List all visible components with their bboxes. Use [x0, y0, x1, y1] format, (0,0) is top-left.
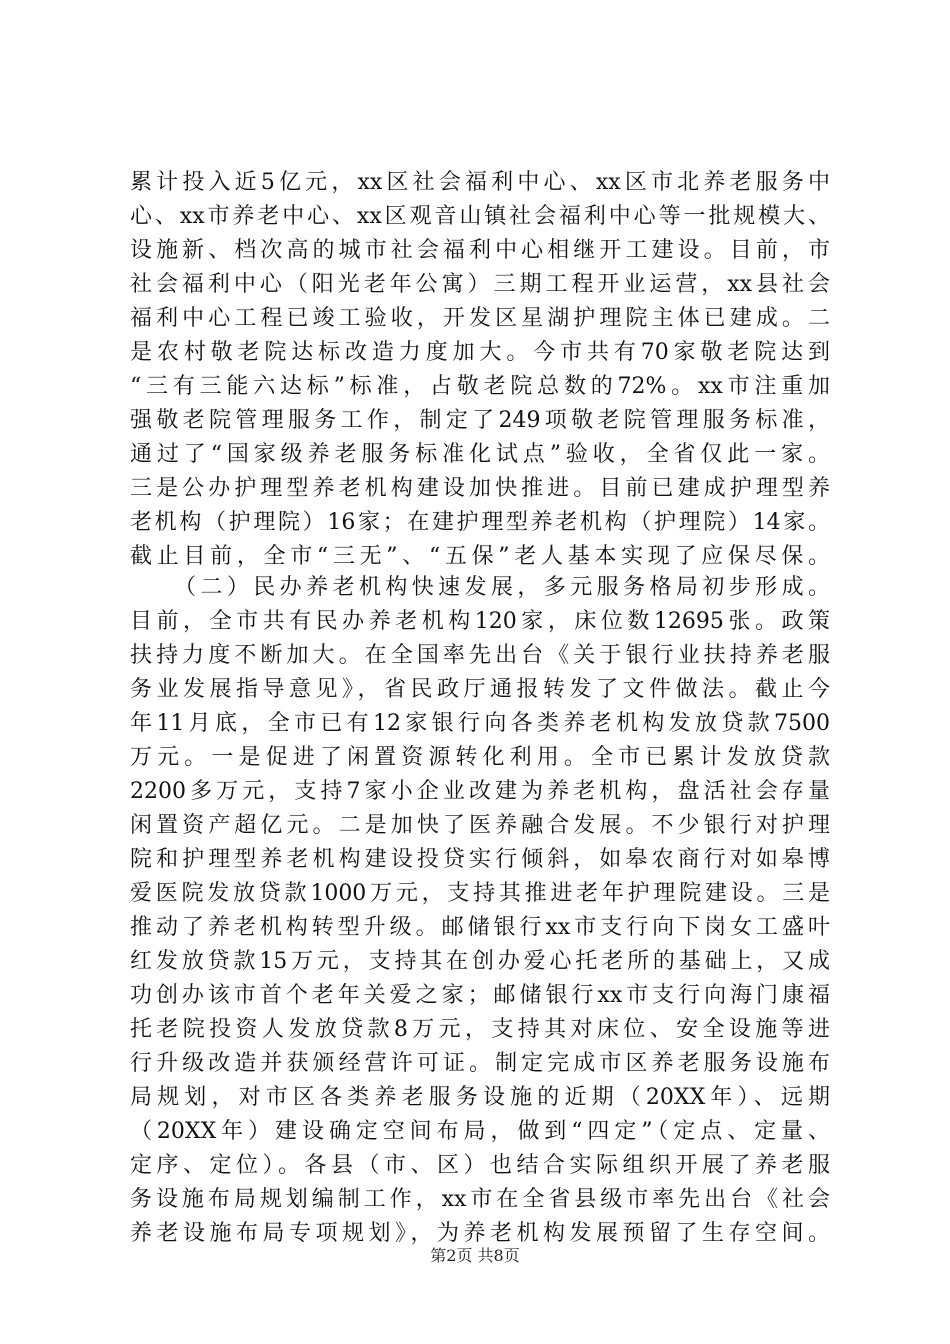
paragraph-1 — [130, 166, 830, 574]
text-line: 扶持力度不断加大。在全国率先出台《关于银行业扶持养老服 — [130, 643, 830, 668]
text-line: 局规划，对市区各类养老服务设施的近期（20XX年）、远期 — [130, 1085, 830, 1110]
text-line: 红发放贷款15万元，支持其在创办爱心托老所的基础上，又成 — [130, 949, 830, 974]
text-line: 通过了“国家级养老服务标准化试点”验收，全省仅此一家。 — [130, 442, 830, 467]
text-line: 托老院投资人发放贷款8万元，支持其对床位、安全设施等进 — [130, 1017, 830, 1042]
text-line: 强敬老院管理服务工作，制定了249项敬老院管理服务标准， — [130, 408, 830, 433]
text-line: 万元。一是促进了闲置资源转化利用。全市已累计发放贷款 — [130, 745, 830, 770]
text-line: 闲置资产超亿元。二是加快了医养融合发展。不少银行对护理 — [130, 813, 830, 838]
text-line: 2200多万元，支持7家小企业改建为养老机构，盘活社会存量 — [130, 779, 830, 804]
text-line: 心、xx市养老中心、xx区观音山镇社会福利中心等一批规模大、 — [130, 204, 830, 229]
text-line: 功创办该市首个老年关爱之家；邮储银行xx市支行向海门康福 — [130, 983, 830, 1008]
section-heading-line: （二）民办养老机构快速发展，多元服务格局初步形成。 — [174, 575, 830, 600]
text-line: 是农村敬老院达标改造力度加大。今市共有70家敬老院达到 — [130, 340, 830, 365]
text-line: 务业发展指导意见》，省民政厅通报转发了文件做法。截止今 — [130, 677, 830, 702]
text-line: 老机构（护理院）16家；在建护理型养老机构（护理院）14家。 — [130, 510, 830, 535]
text-line: 社会福利中心（阳光老年公寓）三期工程开业运营，xx县社会 — [130, 272, 830, 297]
text-line: 院和护理型养老机构建设投贷实行倾斜，如皋农商行对如皋博 — [130, 847, 830, 872]
text-line: 福利中心工程已竣工验收，开发区星湖护理院主体已建成。二 — [130, 306, 830, 331]
text-line: 目前，全市共有民办养老机构120家，床位数12695张。政策 — [130, 609, 830, 634]
text-line: “三有三能六达标”标准，占敬老院总数的72%。xx市注重加 — [130, 374, 830, 399]
text-line: 设施新、档次高的城市社会福利中心相继开工建设。目前，市 — [130, 238, 830, 263]
text-line: 行升级改造并获颁经营许可证。制定完成市区养老服务设施布 — [130, 1051, 830, 1076]
text-line: 累计投入近5亿元，xx区社会福利中心、xx区市北养老服务中 — [130, 170, 830, 195]
text-line: 推动了养老机构转型升级。邮储银行xx市支行向下岗女工盛叶 — [130, 915, 830, 940]
text-line: 务设施布局规划编制工作，xx市在全省县级市率先出台《社会 — [130, 1187, 830, 1212]
page-footer: 第2页 共8页 — [430, 1246, 520, 1265]
text-line: 截止目前，全市“三无”、“五保”老人基本实现了应保尽保。 — [130, 544, 830, 569]
paragraph-2 — [130, 571, 830, 1251]
text-line: 爱医院发放贷款1000万元，支持其推进老年护理院建设。三是 — [130, 881, 830, 906]
text-line: 养老设施布局专项规划》，为养老机构发展预留了生存空间。 — [130, 1221, 830, 1246]
text-line: 三是公办护理型养老机构建设加快推进。目前已建成护理型养 — [130, 476, 830, 501]
text-line: 定序、定位）。各县（市、区）也结合实际组织开展了养老服 — [130, 1153, 830, 1178]
text-line: 年11月底，全市已有12家银行向各类养老机构发放贷款7500 — [130, 711, 830, 736]
text-line: （20XX年）建设确定空间布局，做到“四定”（定点、定量、 — [130, 1119, 830, 1144]
